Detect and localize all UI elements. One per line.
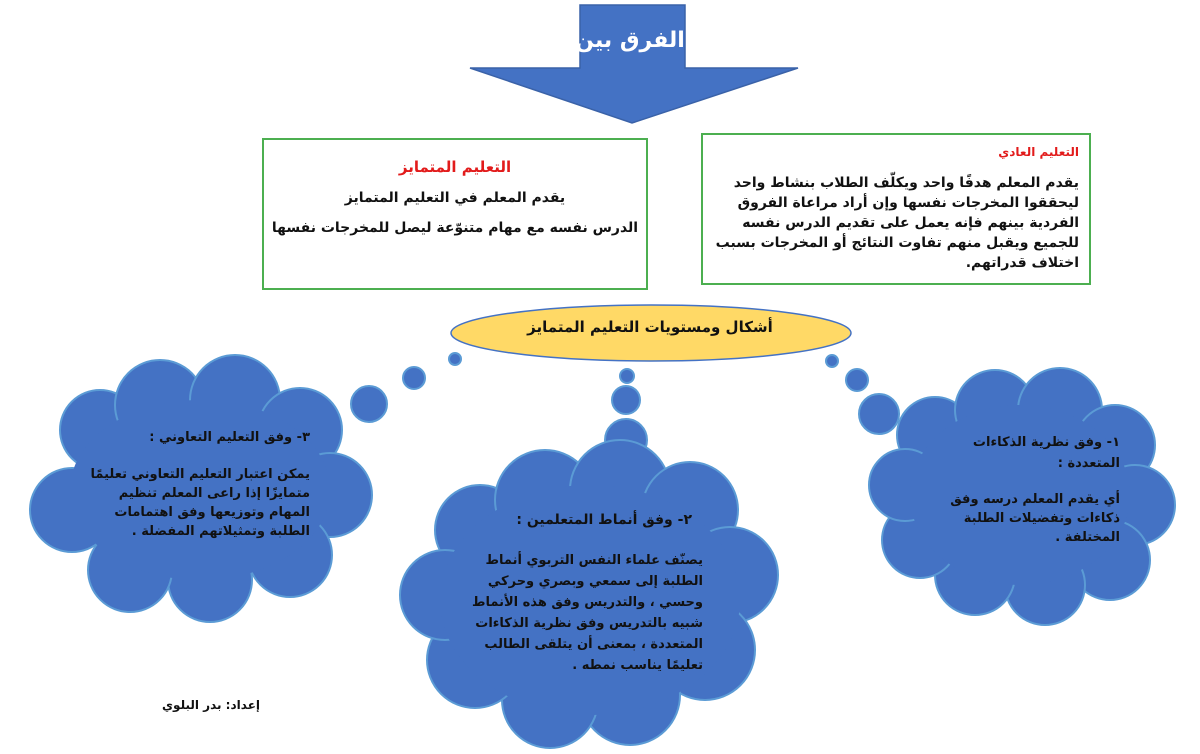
learning-styles-body: يصنّف علماء النفس التربوي أنماط الطلبة إلى سمعي وبصري وحركي وحسي ، والتدريس وفق هذه الأنماط شبيه بالتدريس وفق نظرية الذكاءات المتعددة ، بمعنى أن يتلقى الطالب تعليمًا يناسب نمطه .: [472, 553, 703, 673]
differentiated-line2: الدرس نفسه مع مهام متنوّعة ليصل للمخرجات نفسها: [271, 220, 639, 236]
cooperative-body: يمكن اعتبار التعليم التعاوني تعليمًا متمايزًا إذا راعى المعلم تنظيم المهام وتوزيعها وفق اهتمامات الطلبة وتمثيلاتهم المفضلة .: [90, 467, 310, 539]
multiple-intelligences-heading: ١- وفق نظرية الذكاءات المتعددة :: [972, 435, 1120, 471]
bubble-left-1: [449, 353, 461, 365]
bubble-left-2: [403, 367, 425, 389]
differentiated-line1: يقدم المعلم في التعليم المتمايز: [344, 190, 566, 206]
forms-title: أشكال ومستويات التعليم المتمايز: [527, 318, 773, 336]
cooperative-heading: ٣- وفق التعليم التعاوني :: [149, 430, 310, 445]
regular-box: [701, 133, 1091, 285]
regular-heading: التعليم العادي: [998, 145, 1079, 159]
bubble-mid-1: [620, 369, 634, 383]
bubble-right-2: [846, 369, 868, 391]
page-title: الفرق بين: [575, 28, 685, 53]
bubble-right-1: [826, 355, 838, 367]
multiple-intelligences-body: أي يقدم المعلم درسه وفق ذكاءات وتفضيلات الطلبة المختلفة .: [950, 492, 1120, 545]
bubble-right-3: [859, 394, 899, 434]
differentiated-box: [262, 138, 648, 290]
differentiated-heading: التعليم المتمايز: [398, 158, 512, 176]
author-credit: إعداد: بدر البلوي: [162, 698, 260, 712]
bubble-left-3: [351, 386, 387, 422]
bubble-mid-2: [612, 386, 640, 414]
title-arrow: [470, 5, 798, 123]
learning-styles-heading: ٢- وفق أنماط المتعلمين :: [516, 512, 692, 528]
regular-body: يقدم المعلم هدفًا واحد ويكلّف الطلاب بنشاط واحد ليحققوا المخرجات نفسها وإن أراد مراعاة الفروق الفردية بينهم فإنه يعمل على تقديم الدرس نفسه للجميع ويقبل منهم تفاوت النتائج أو المخرجات بسبب اختلاف قدراتهم.: [715, 175, 1079, 271]
